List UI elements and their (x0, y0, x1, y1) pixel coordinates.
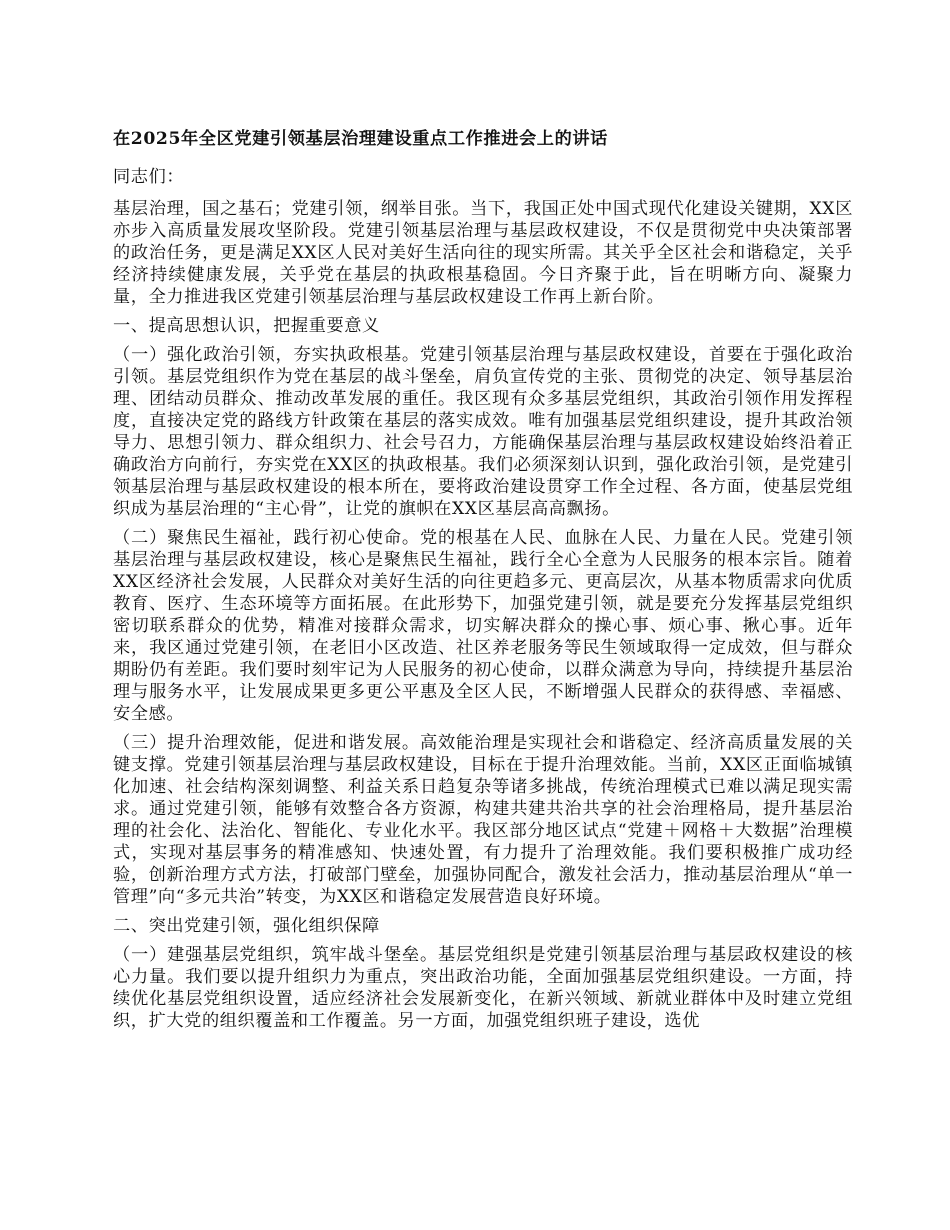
section-heading-1: 一、提高思想认识，把握重要意义 (113, 316, 380, 336)
salutation: 同志们： (113, 167, 185, 187)
document-title: 在2025年全区党建引领基层治理建设重点工作推进会上的讲话 (113, 129, 608, 149)
subsection-paragraph-1-3: （三）提升治理效能，促进和谐发展。高效能治理是实现社会和谐稳定、经济高质量发展的关键支撑。党建引领基层治理与基层政权建设，目标在于提升治理效能。当前，XX区正面临城镇化加速、社会结构深刻调整、利益关系日趋复杂等诸多挑战，传统治理模式已难以满足现实需求。通过党建引领，能够有效整合各方资源，构建共建共治共享的社会治理格局，提升基层治理的社会化、法治化、智能化、专业化水平。我区部分地区试点“党建＋网格＋大数据”治理模式，实现对基层事务的精准感知、快速处置，有力提升了治理效能。我们要积极推广成功经验，创新治理方式方法，打破部门壁垒，加强协同配合，激发社会活力，推动基层治理从“单一管理”向“多元共治”转变，为XX区和谐稳定发展营造良好环境。 (113, 733, 853, 907)
subsection-paragraph-2-1: （一）建强基层党组织，筑牢战斗堡垒。基层党组织是党建引领基层治理与基层政权建设的核心力量。我们要以提升组织力为重点，突出政治功能，全面加强基层党组织建设。一方面，持续优化基层党组织设置，适应经济社会发展新变化，在新兴领域、新就业群体中及时建立党组织，扩大党的组织覆盖和工作覆盖。另一方面，加强党组织班子建设，选优 (113, 945, 853, 1031)
intro-paragraph: 基层治理，国之基石；党建引领，纲举目张。当下，我国正处中国式现代化建设关键期，XX区亦步入高质量发展攻坚阶段。党建引领基层治理与基层政权建设，不仅是贯彻党中央决策部署的政治任务，更是满足XX区人民对美好生活向往的现实所需。其关乎全区社会和谐稳定，关乎经济持续健康发展，关乎党在基层的执政根基稳固。今日齐聚于此，旨在明晰方向、凝聚力量，全力推进我区党建引领基层治理与基层政权建设工作再上新台阶。 (113, 199, 853, 307)
subsection-paragraph-1-2: （二）聚焦民生福祉，践行初心使命。党的根基在人民、血脉在人民、力量在人民。党建引领基层治理与基层政权建设，核心是聚焦民生福祉，践行全心全意为人民服务的根本宗旨。随着XX区经济社会发展，人民群众对美好生活的向往更趋多元、更高层次，从基本物质需求向优质教育、医疗、生态环境等方面拓展。在此形势下，加强党建引领，就是要充分发挥基层党组织密切联系群众的优势，精准对接群众需求，切实解决群众的操心事、烦心事、揪心事。近年来，我区通过党建引领，在老旧小区改造、社区养老服务等民生领域取得一定成效，但与群众期盼仍有差距。我们要时刻牢记为人民服务的初心使命，以群众满意为导向，持续提升基层治理与服务水平，让发展成果更多更公平惠及全区人民，不断增强人民群众的获得感、幸福感、安全感。 (113, 528, 853, 724)
document-page (113, 128, 853, 1039)
subsection-paragraph-1-1: （一）强化政治引领，夯实执政根基。党建引领基层治理与基层政权建设，首要在于强化政治引领。基层党组织作为党在基层的战斗堡垒，肩负宣传党的主张、贯彻党的决定、领导基层治理、团结动员群众、推动改革发展的重任。我区现有众多基层党组织，其政治引领作用发挥程度，直接决定党的路线方针政策在基层的落实成效。唯有加强基层党组织建设，提升其政治领导力、思想引领力、群众组织力、社会号召力，方能确保基层治理与基层政权建设始终沿着正确政治方向前行，夯实党在XX区的执政根基。我们必须深刻认识到，强化政治引领，是党建引领基层治理与基层政权建设的根本所在，要将政治建设贯穿工作全过程、各方面，使基层党组织成为基层治理的“主心骨”，让党的旗帜在XX区基层高高飘扬。 (113, 345, 853, 519)
section-heading-2: 二、突出党建引领，强化组织保障 (113, 916, 380, 936)
